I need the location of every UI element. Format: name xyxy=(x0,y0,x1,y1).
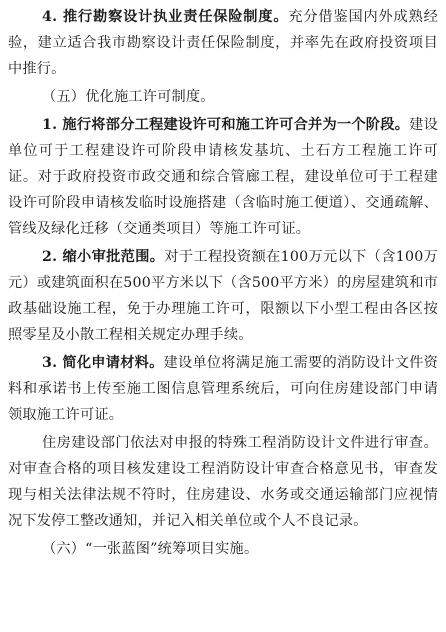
paragraph-simplify-materials xyxy=(8,350,438,428)
paragraph-body: 住房建设部门依法对申报的特殊工程消防设计文件进行审查。对审查合格的项目核发建设工程消防设计审查合格意见书，审查发现与相关法律法规不符时，住房建设、水务或交通运输部门应视情况下发停工整改通知，并记入相关单位或个人不良记录。 xyxy=(8,435,438,529)
paragraph-narrow-scope xyxy=(8,244,438,348)
paragraph-lead: 3. 简化申请材料。 xyxy=(42,355,164,371)
section-heading-text: （六）“一张蓝图”统筹项目实施。 xyxy=(42,541,259,557)
section-heading-blueprint xyxy=(8,536,438,562)
paragraph-body: 建设单位将满足施工需要的消防设计文件资料和承诺书上传至施工图信息管理系统后，可向住房建设部门申请领取施工许可证。 xyxy=(8,355,438,423)
paragraph-merge-permits xyxy=(8,112,438,242)
paragraph-body: 建设单位可于工程建设许可阶段申请核发基坑、土石方工程施工许可证。对于政府投资市政交通和综合管廊工程，建设单位可于工程建设许可阶段申请核发临时设施搭建（含临时施工便道）、交通疏解、管线及绿化迁移（交通类项目）等施工许可证。 xyxy=(8,117,438,237)
paragraph-fire-design-review xyxy=(8,430,438,534)
section-heading-text: （五）优化施工许可制度。 xyxy=(42,89,215,105)
paragraph-body: 充分借鉴国内外成熟经验，建立适合我市勘察设计责任保险制度，并率先在政府投资项目中推行。 xyxy=(8,9,438,77)
section-heading-construction-permit xyxy=(8,84,438,110)
paragraph-lead: 2. 缩小审批范围。 xyxy=(42,249,165,265)
paragraph-lead: 1. 施行将部分工程建设许可和施工许可合并为一个阶段。 xyxy=(42,117,410,133)
paragraph-body: 对于工程投资额在100万元以下（含100万元）或建筑面积在500平方米以下（含500平方米）的房屋建筑和市政基础设施工程，免于办理施工许可，限额以下小型工程由各区按照零星及小散工程相关规定办理手续。 xyxy=(8,249,438,343)
paragraph-insurance-system xyxy=(8,4,438,82)
paragraph-lead: 4. 推行勘察设计执业责任保险制度。 xyxy=(42,9,289,25)
